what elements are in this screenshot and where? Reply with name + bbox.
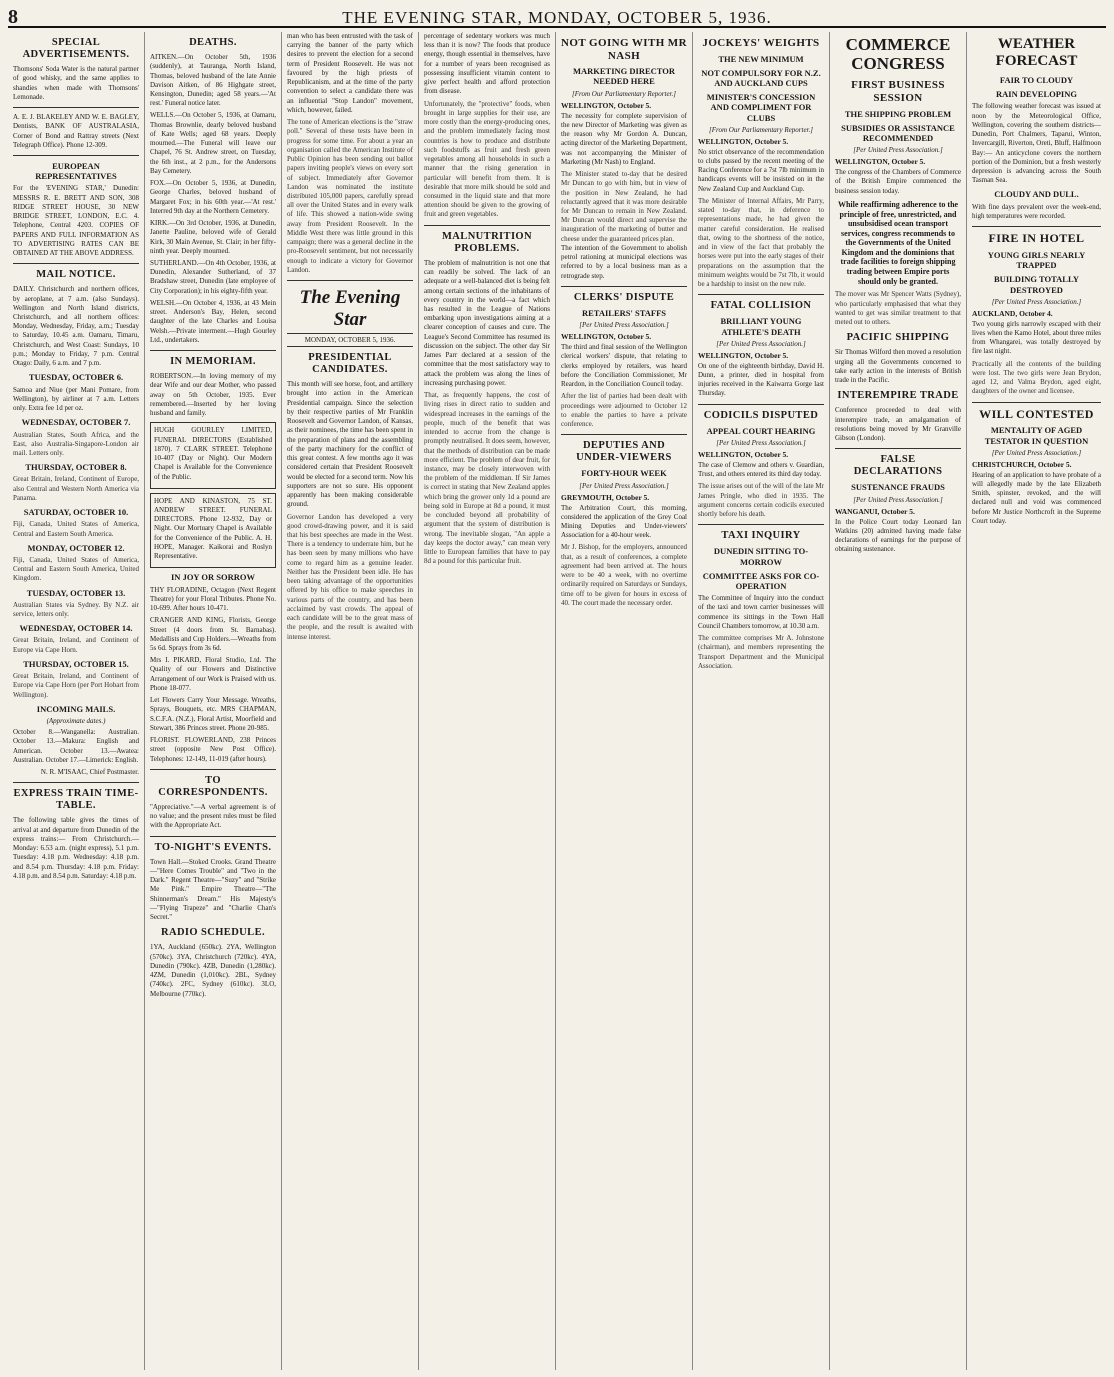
body-filler: The Minister of Internal Affairs, Mr Parry, stated to-day that, in deference to representations made, he had given the matter careful consideration. He realised that, owing to the shortness of the notice, and in view of the fact that probably the horses were put into the early stages of their preparations on the assumption that the minimum weights would be 7st 7lb, it would be a hardship to insist on the new rule.	[698, 196, 824, 289]
column-4	[419, 32, 556, 1370]
date-heading: MONDAY, OCTOBER 12.	[27, 542, 125, 553]
newspaper-title: THE EVENING STAR, MONDAY, OCTOBER 5, 1936.	[342, 8, 772, 27]
section-heading: TO-NIGHT'S EVENTS.	[154, 841, 272, 853]
column-1	[8, 32, 145, 1370]
article-text: "Appreciative."—A verbal agreement is of no value; and the present rules must be filed with the Appropriate Act.	[150, 802, 276, 830]
section-heading: IN JOY OR SORROW	[171, 572, 255, 583]
column-3	[282, 32, 419, 1370]
dateline: WELLINGTON, October 5.	[561, 100, 652, 110]
article-text: Hearing of an application to have probate of a will allegedly made by the late Elizabeth Smith, spinster, revoked, and the will declared null and void was commenced before Mr Justice Northcroft in the Supreme Court today.	[972, 470, 1101, 525]
article-headline: DEPUTIES AND UNDER-VIEWERS	[576, 440, 672, 464]
body-filler: That, as frequently happens, the cost of living rises in direct ratio to sudden and widespread increases in the earnings of the people, much of the benefit that was intended to accrue from the change is promptly neutralised. It does seem, however, that the methods of distribution can be made more efficient. The problem of dear fruit, for instance, may be closely interwoven with the problem of the middleman. If Sir James is correct in stating that New Zealand apples which bring the grower only 1d a pound are being sold in Europe at 8d a pound, it must be concluded beyond all probability of argument that the system of distribution is wrong. The inevitable slogan, "An apple a day keeps the doctor away," can mean very little to European families that have to pay 8d a pound for this particular fruit.	[424, 391, 550, 566]
section-heading: SPECIAL ADVERTISEMENTS.	[22, 37, 130, 61]
dateline: WELLINGTON, October 5.	[698, 449, 789, 459]
article-text: The case of Clemow and others v. Guardian, Trust, and others entered its third day today.	[698, 460, 824, 479]
source-line: [Per United Press Association.]	[579, 481, 669, 490]
death-notice: SUTHERLAND.—On 4th October, 1936, at Dunedin, Alexander Sutherland, of 37 Bradshaw street, Dunedin (late employee of City Corporation); in his eighty-fifth year.	[150, 258, 276, 295]
dateline: CHRISTCHURCH, October 5.	[972, 459, 1072, 469]
signature-text: N. R. M'ISAAC, Chief Postmaster.	[40, 767, 139, 776]
body-filler: Mr J. Bishop, for the employers, announced that, as a result of conferences, a complete agreement had been arrived at. The hours were to be 40 a week, with no overtime ordinarily required on Saturdays or Sundays, time off to be given for hours in excess of 40. The court made the necessary order.	[561, 543, 687, 607]
article-headline: INTEREMPIRE TRADE	[837, 390, 959, 402]
resolution-text: While reaffirming adherence to the principle of free, unrestricted, and unsubsidised ocean transport services, congress recommends to the Governments of the United Kingdom and the dominions that trade facilities to foreign shipping trading between Empire ports should only be granted.	[837, 199, 959, 286]
source-line: [Per United Press Association.]	[853, 495, 943, 504]
article-subheadline: FIRST BUSINESS SESSION	[851, 79, 945, 105]
article-text: The congress of the Chambers of Commerce of the British Empire commenced the business session today.	[835, 168, 961, 195]
article-headline: WEATHER FORECAST	[995, 36, 1078, 69]
article-subheadline: MENTALITY OF AGED TESTATOR IN QUESTION	[984, 425, 1089, 446]
column-7	[830, 32, 967, 1370]
article-subheadline: SUSTENANCE FRAUDS	[851, 482, 945, 493]
column-2	[145, 32, 282, 1370]
column-8	[967, 32, 1106, 1370]
section-heading: TO CORRESPONDENTS.	[158, 774, 268, 798]
article-text: October 8.—Wanganella: Australian. October 13.—Makura: English and American. October 13.—Awatea: Australian. October 17.—Limerick: English.	[13, 728, 139, 764]
source-line: [Per United Press Association.]	[716, 438, 806, 447]
body-filler: The committee comprises Mr A. Johnstone (chairman), and members representing the Transport Department and the Municipal Association.	[698, 634, 824, 670]
body-filler: Great Britain, Ireland, and Continent of Europe via Cape Horn.	[13, 636, 139, 654]
date-heading: WEDNESDAY, OCTOBER 14.	[19, 623, 133, 634]
advertisement: THY FLORADINE, Octagon (Next Regent Theatre) for your Floral Tributes. Phone No. 10-699. After hours 10-471.	[150, 585, 276, 613]
body-filler: Fiji, Canada, United States of America, Central and Eastern South America.	[13, 520, 139, 538]
dateline: WELLINGTON, October 5.	[698, 136, 789, 146]
date-heading: WEDNESDAY, OCTOBER 7.	[21, 417, 131, 428]
article-subheadline: COMMITTEE ASKS FOR CO-OPERATION	[702, 570, 820, 591]
advertisement-text: HOPE AND KINASTON, 75 ST. ANDREW STREET. FUNERAL DIRECTORS. Phone 12-932, Day or Night. Our Mortuary Chapel is Available for the Convenience of the Public. A. H. HOPE, Manager. Kaikorai and Roslyn Representative.	[154, 496, 272, 561]
article-subheadline: FORTY-HOUR WEEK	[581, 468, 667, 479]
column-5	[556, 32, 693, 1370]
article-subheadline: MINISTER'S CONCESSION AND COMPLIMENT FOR CLUBS	[706, 92, 816, 123]
article-text: The Committee of Inquiry into the conduct of the taxi and town carrier businesses will commence its sittings in the Town Hall Council Chambers tomorrow, at 10.30 a.m.	[698, 594, 824, 630]
article-text: Sir Thomas Wilford then moved a resolution urging all the Governments concerned to take early action in the interests of British trade in the Pacific.	[835, 348, 961, 384]
article-subheadline: DUNEDIN SITTING TO-MORROW	[713, 546, 809, 567]
death-notice: AITKEN.—On October 5th, 1936 (suddenly), at Tauranga, North Island, Thomas, beloved husband of the late Annie Davison Aitken, of 86 Highgate street, Kensington, Dunedin; aged 58 years.—'At rest.' Funeral notice later.	[150, 53, 276, 108]
article-headline: TAXI INQUIRY	[721, 530, 801, 542]
section-heading: INCOMING MAILS.	[36, 703, 116, 714]
article-headline: CLERKS' DISPUTE	[573, 291, 675, 303]
column-6	[693, 32, 830, 1370]
article-text: 1YA, Auckland (650kc). 2YA, Wellington (570kc). 3YA, Christchurch (720kc). 4YA, Dunedin (790kc). 4ZB, Dunedin (1,280kc). 4ZM, Dunedin (1,010kc). 2BL, Sydney (740kc). 2FC, Sydney (610kc). 3LO, Melbourne (770kc).	[150, 943, 276, 998]
editorial-heading: MALNUTRITION PROBLEMS.	[442, 230, 532, 254]
advertisement: CRANGER AND KING, Florists, George Street (4 doors from St. Barnabas). Medallists and Cup Holders.—Wreaths from 5s 6d. Sprays from 3s 6d.	[150, 616, 276, 652]
article-headline: FATAL COLLISION	[710, 300, 812, 312]
article-text: DAILY. Christchurch and northern offices, by aeroplane, at 7 a.m. (also Sundays). Wellington and North Island districts, Christchurch, and all northern offices: Monday, Wednesday, Friday, a.m.; Tuesday to Saturday, 10.45 a.m. Oamaru, Timaru, Christchurch, and West Coast: Sundays, 10 p.m.; Monday to Friday, 7 p.m. Central Otago: Daily, 6 a.m. and 7 p.m.	[13, 285, 139, 368]
advertisement: For the 'EVENING STAR,' Dunedin: MESSRS R. E. BRETT AND SON, 308 RIDGE STREET HOUSE, 30 NEW BRIDGE STREET, LONDON, E.C. 4. Telephone, Central 4203. COPIES OF PAPERS AND FULL INFORMATION AS TO ADVERTISING RATES CAN BE OBTAINED AT THE ABOVE ADDRESS.	[13, 184, 139, 258]
article-text: The intention of the Government to abolish petrol rationing at municipal elections was referred to by a local business man as a retrograde step.	[561, 243, 687, 280]
body-filler: Practically all the contents of the building were lost. The two girls were Jean Brydon, aged 12, and Valma Brydon, aged eight, daughters of the owner and licensee.	[972, 359, 1101, 396]
article-headline: WILL CONTESTED	[979, 406, 1094, 421]
article-text: Two young girls narrowly escaped with their lives when the Kamo Hotel, about three miles from Whangarei, was totally destroyed by fire last night.	[972, 319, 1101, 356]
article-headline: FALSE DECLARATIONS	[853, 454, 943, 478]
body-filler: Unfortunately, the "protective" foods, when brought in large supplies for their use, are more costly than the energy-producing ones, and the problem immediately facing most countries is how to produce and distribute such foodstuffs as fruit and fresh green vegetables among all households in such a manner that the rising generation in particular will benefit from them. It is desirable that more milk should be sold and consumed in the liquid state and that more attention should be given to the growing of fruit and green vegetables.	[424, 99, 550, 219]
article-headline: NOT GOING WITH MR NASH	[561, 37, 687, 62]
article-subheadline: RAIN DEVELOPING	[996, 89, 1077, 100]
body-filler: Australian States, South Africa, and the East, also Australia-Singapore-London air mail. Letters only.	[13, 430, 139, 457]
article-subheadline: YOUNG GIRLS NEARLY TRAPPED	[987, 249, 1086, 271]
body-filler: Australian States via Sydney. By N.Z. air service, letters only.	[13, 600, 139, 619]
article-text: On one of the eighteenth birthday, David H. Dunn, a printer, died in hospital from injuries received in the Kaiwarra Gorge last Thursday.	[698, 361, 824, 398]
article-text: The following weather forecast was issued at noon by the Meteorological Office, Wellington, covering the southern districts—Dunedin, Port Chalmers, Taparui, Winton, Invercargill, Riverton, Oreti, Bluff, Halfmoon Bay:— An anticyclone covers the northern portion of the Dominion, but a fresh westerly depression is advancing across the South Tasman Sea.	[972, 102, 1101, 185]
article-subheadline: FAIR TO CLOUDY	[999, 75, 1074, 85]
article-text: In the Police Court today Leonard Ian Watkins (20) admitted having made false declarations of earnings for the purpose of obtaining sustenance.	[835, 517, 961, 554]
article-text: Conference proceeded to deal with interempire trade, an amalgamation of resolutions being moved by Mr Granville Gibson (London).	[835, 406, 961, 442]
nameplate-date: MONDAY, OCTOBER 5, 1936.	[287, 333, 413, 347]
section-heading: EXPRESS TRAIN TIME-TABLE.	[13, 788, 139, 812]
advertisement-text: HUGH GOURLEY LIMITED, FUNERAL DIRECTORS (Established 1870). 7 CLARK STREET. Telephone 10-407 (Day or Night). Our Modern Chapel is Available for the Convenience of the Public.	[154, 426, 272, 481]
death-notice: FOX.—On October 5, 1936, at Dunedin, George Charles, beloved husband of Margaret Fox; in his 60th year.—'At rest.' Interred 9th day at the Northern Cemetery.	[150, 179, 276, 215]
advertisement: A. E. J. BLAKELEY AND W. E. BAGLEY, Dentists, BANK OF AUSTRALASIA, Corner of Bond and Rattray streets (Next Telegraph Office). Phone 12-309.	[13, 113, 139, 149]
article-text: With fine days prevalent over the week-end, high temperatures were recorded.	[972, 202, 1101, 220]
article-text: The third and final session of the Wellington clerical workers' dispute, that relating to clerks employed by retailers, was heard before the Conciliation Commissioner, Mr Reardon, in the Conciliation Council today.	[561, 343, 687, 389]
death-notice: KIRK.—On 3rd October, 1936, at Dunedin, Janette Pauline, beloved wife of Gerald Kirk, 30 Main Avenue, St. Clair; in her fifty-ninth year. Deeply mourned.	[150, 219, 276, 255]
article-text: The following table gives the times of arrival at and departure from Dunedin of the express trains:— From Christchurch.—Monday: 6.53 a.m. (night express), 5.1 p.m. Tuesday: 4.18 p.m. Wednesday: 4.18 p.m. and 8.54 p.m. Thursday: 4.18 p.m. Friday: 4.18 p.m. and 8.54 p.m. Saturday: 4.18 p.m.	[13, 816, 139, 880]
source-line: [Per United Press Association.]	[991, 448, 1082, 457]
advertisement	[150, 422, 276, 488]
article-text: No strict observance of the recommendation to clubs passed by the recent meeting of the Racing Conference for a 7st 7lb minimum in handicaps events will be insisted on in the New Zealand Cup and Auckland Cup.	[698, 147, 824, 193]
source-line: [Per United Press Association.]	[991, 297, 1082, 306]
page-number: 8	[8, 6, 18, 28]
masthead	[8, 6, 1106, 28]
article-text: The necessity for complete supervision of the new Director of Marketing was given as the reason why Mr Gordon A. Duncan, acting director of the Marketing Department, was not accompanying the Minister of Marketing (Mr Nash) to England.	[561, 111, 687, 166]
body-filler: Great Britain, Ireland, and Continent of Europe via Cape Horn (per Port Hobart from Wellington).	[13, 672, 139, 699]
body-filler: The issue arises out of the will of the late Mr James Pringle, who died in 1935. The argument concerns certain codicils executed shortly before his death.	[698, 482, 824, 519]
death-notice: WELSH.—On October 4, 1936, at 43 Mein street. Anderson's Bay, Helen, second daughter of the late Charles and Louisa Welsh.—Private interment.—Hugh Gourley Ltd., undertakers.	[150, 298, 276, 344]
advertisement: Let Flowers Carry Your Message. Wreaths, Sprays, Bouquets, etc. MRS CHAPMAN, S.C.F.A. (N.Z.), Floral Artist, Moorfield and Stewart, 386 Princes street. Phone 20-985.	[150, 696, 276, 732]
advertisement: Thomsons' Soda Water is the natural partner of good whisky, and the same applies to shandies when made with Thomsons' Lemonade.	[13, 65, 139, 101]
article-subheadline: MARKETING DIRECTOR NEEDED HERE	[572, 66, 676, 87]
section-heading: EUROPEAN REPRESENTATIVES	[35, 161, 117, 182]
dateline: WELLINGTON, October 5.	[561, 332, 652, 342]
date-heading: TUESDAY, OCTOBER 6.	[28, 372, 124, 383]
article-subheadline: BUILDING TOTALLY DESTROYED	[994, 274, 1079, 295]
date-heading: SATURDAY, OCTOBER 10.	[23, 507, 129, 518]
advertisement: Mrs I. PIKARD, Floral Studio, Ltd. The Quality of our Flowers and Distinctive Arrangement of our Work is Praised with us. Phone 18-077.	[150, 656, 276, 692]
date-heading: TUESDAY, OCTOBER 13.	[26, 587, 126, 598]
body-filler: Fiji, Canada, United States of America, Central and Eastern South America, United Kingdom.	[13, 555, 139, 583]
article-text: This month will see horse, foot, and artillery brought into action in the American Presidential campaign. Since the selection by their respective parties of Mr Franklin Roosevelt and Governor Landon, of Kansas, as their nominees, the time has been spent in the preparation of plans and the assembling of the party machinery for the conflict of this great contest. A few months ago it was considered certain that President Roosevelt would be elected for a second term. Now his supporters are not so sure. His opponent apparently has been making considerable ground.	[287, 380, 413, 509]
article-subheadline: THE NEW MINIMUM	[718, 53, 804, 64]
dateline: AUCKLAND, October 4.	[972, 308, 1053, 318]
death-notice: WELLS.—On October 5, 1936, at Oamaru, Thomas Brownlie, dearly beloved husband of Kate Wells; aged 68 years. Deeply mourned.—The Funeral will leave our Chapel, 76 St. Andrew street, on Tuesday, the 6th inst., at 2 p.m., for the Andersons Bay Cemetery.	[150, 111, 276, 175]
source-line: [Per United Press Association.]	[853, 146, 943, 155]
source-line: [From Our Parliamentary Reporter.]	[709, 125, 813, 134]
article-subheadline: APPEAL COURT HEARING	[706, 425, 816, 436]
article-text: man who has been entrusted with the task of carrying the banner of the party which desires to prevent the election for a second term of President Roosevelt. He was not favoured by the high priests of Republicanism, and at the time of the party convention to select a candidate there was an influential "Stop Landon" movement, which, however, failed.	[287, 32, 413, 114]
body-filler: Governor Landon has developed a very good crowd-drawing power, and it is said that his best speeches are made in the West. There is a tendency to underrate him, but he has been seen by many millions who have come to regard him as a genuine leader. Neither has the President been idle. He has been taking advantage of the opportunities offered by his office to make speeches in various parts of the country, and has been acclaimed by vast crowds. The appeal of each candidate will be to the great mass of the people, and the result is awaited with intense interest.	[287, 512, 413, 641]
body-filler: The tone of American elections is the "straw poll." Several of these tests have been in progress for some time. For about a year an organisation called the American Institute of Public Opinion has been sending out ballot papers inviting people's views on every sort of subject. Immediately after Governor Landon was nominated the institute distributed 105,000 papers, carefully spread all over the United States and in every walk of life. This showed a nation-wide swing away from President Roosevelt. In the Middle West there was little ground in this campaign; there was a general decline in the pro-Roosevelt sentiment, but not necessarily enough to indicate a victory for Governor Landon.	[287, 118, 413, 274]
editorial-heading: PRESIDENTIAL CANDIDATES.	[308, 352, 392, 376]
body-filler: After the list of parties had been dealt with proceedings were adjourned to October 12 to enable the parties to have a private conference.	[561, 392, 687, 428]
page-columns	[8, 32, 1106, 1370]
article-subheadline: THE SHIPPING PROBLEM	[844, 108, 952, 119]
dateline: WELLINGTON, October 5.	[698, 350, 789, 360]
source-line: [Per United Press Association.]	[579, 321, 669, 330]
dateline: WELLINGTON, October 5.	[835, 157, 926, 167]
section-heading: RADIO SCHEDULE.	[160, 927, 266, 939]
date-heading: THURSDAY, OCTOBER 8.	[25, 462, 127, 473]
date-heading: THURSDAY, OCTOBER 15.	[23, 658, 129, 669]
body-filler: Great Britain, Ireland, Continent of Europe, also Central and Western North America via Panama.	[13, 475, 139, 502]
section-heading: IN MEMORIAM.	[170, 356, 256, 368]
subheading: (Approximate dates.)	[46, 717, 106, 726]
article-headline: PACIFIC SHIPPING	[846, 332, 950, 344]
article-subheadline: BRILLIANT YOUNG ATHLETE'S DEATH	[720, 316, 802, 337]
source-line: [From Our Parliamentary Reporter.]	[572, 89, 676, 98]
memorial-notice: ROBERTSON.—In loving memory of my dear Wife and our dear Mother, who passed away on 5th October, 1935. Ever remembered.—Inserted by her loving husband and family.	[150, 372, 276, 418]
article-headline: COMMERCE CONGRESS	[845, 35, 951, 73]
dateline: GREYMOUTH, October 5.	[561, 492, 650, 502]
source-line: [Per United Press Association.]	[716, 339, 806, 348]
article-headline: FIRE IN HOTEL	[988, 231, 1085, 246]
article-subheadline: SUBSIDIES OR ASSISTANCE RECOMMENDED	[841, 122, 955, 144]
article-subheadline: CLOUDY AND DULL.	[994, 189, 1079, 200]
article-text: The Arbitration Court, this morning, considered the application of the Grey Coal Mining Deputies and Under-viewers' Association for a 40-hour week.	[561, 503, 687, 540]
advertisement	[150, 493, 276, 569]
article-headline: JOCKEYS' WEIGHTS	[702, 37, 820, 49]
section-heading: MAIL NOTICE.	[36, 269, 116, 281]
article-headline: CODICILS DISPUTED	[703, 409, 819, 421]
article-text: Samoa and Niue (per Mani Pomare, from Wellington), by airliner at 7 a.m. Letters only. Extra fee 1d per oz.	[13, 385, 139, 413]
nameplate: The Evening Star	[299, 287, 401, 331]
article-text: The problem of malnutrition is not one that can readily be solved. The lack of an adequate or a well-balanced diet is being felt among certain sections of the inhabitants of every country in the world—a fact which has resulted in the League of Nations embarking upon investigations aiming at a clearer conception of causes and cure. The League's Second Committee has resumed its discussion on the subject. The other day Sir James Parr declared at a session of the committee that the most satisfactory way to attack the problem was along the lines of increasing purchasing power.	[424, 258, 550, 387]
dateline: WANGANUI, October 5.	[835, 506, 915, 516]
article-text: Town Hall.—Stoked Crooks. Grand Theatre—"Here Comes Trouble" and "Two in the Dark." Regent Theatre—"Suzy" and "Strike Me Pink." Empire Theatre—"The Shinnerman's Dream." His Majesty's—"Flying Trapeze" and "Charlie Chan's Secret."	[150, 857, 276, 922]
article-subheadline: RETAILERS' STAFFS	[582, 307, 666, 318]
article-text: percentage of sedentary workers was much less than it is now? The foods that produce energy, though essential in themselves, have for a number of years been recognised as possessing insufficient vitamin content to give perfect health and afford protection from disease.	[424, 32, 550, 96]
body-filler: The Minister stated to-day that he desired Mr Duncan to go with him, but in view of the position in New Zealand, he had reluctantly agreed that it was more desirable for Mr Duncan to remain in New Zealand. Mr Duncan would direct and supervise the inauguration of the marketing of butter and cheese under the guaranteed prices plan.	[561, 170, 687, 243]
advertisement: FLORIST. FLOWERLAND, 238 Princes street (opposite New Post Office). Telephones: 12-149, 11-019 (after hours).	[150, 736, 276, 763]
section-heading: DEATHS.	[189, 37, 237, 48]
article-subheadline: NOT COMPULSORY FOR N.Z. AND AUCKLAND CUPS	[701, 67, 821, 89]
body-filler: The mover was Mr Spencer Watts (Sydney), who particularly emphasised that what they wanted to get was similar treatment to that meted out to others.	[835, 290, 961, 326]
